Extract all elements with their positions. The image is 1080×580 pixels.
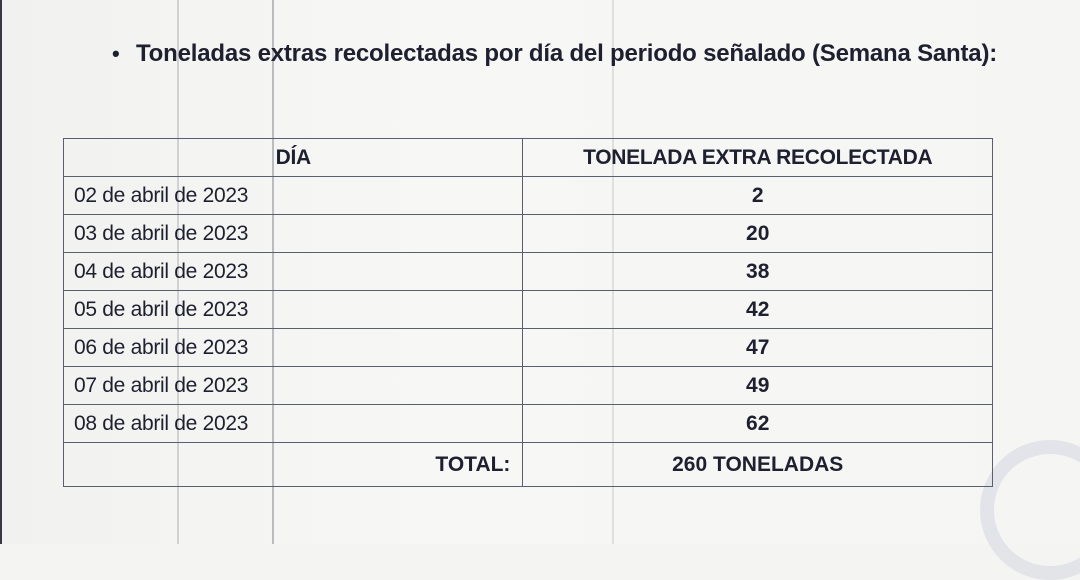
day-cell: 04 de abril de 2023 bbox=[64, 253, 523, 291]
day-cell: 05 de abril de 2023 bbox=[64, 291, 523, 329]
table-row bbox=[64, 215, 993, 253]
tonnage-cell: 62 bbox=[523, 405, 993, 443]
day-cell: 02 de abril de 2023 bbox=[64, 177, 523, 215]
column-header-day: DÍA bbox=[64, 139, 523, 177]
tonnage-cell: 20 bbox=[523, 215, 993, 253]
table-row bbox=[64, 177, 993, 215]
column-header-tonnage: TONELADA EXTRA RECOLECTADA bbox=[523, 139, 993, 177]
page-edge bbox=[0, 0, 2, 544]
tonnage-cell: 42 bbox=[523, 291, 993, 329]
total-label: TOTAL: bbox=[64, 443, 523, 487]
section-heading bbox=[112, 40, 1032, 67]
total-value: 260 TONELADAS bbox=[523, 443, 993, 487]
tonnage-cell: 47 bbox=[523, 329, 993, 367]
tonnage-cell: 38 bbox=[523, 253, 993, 291]
total-row bbox=[64, 443, 993, 487]
table-row bbox=[64, 405, 993, 443]
tonnage-cell: 49 bbox=[523, 367, 993, 405]
table-row bbox=[64, 291, 993, 329]
table-header-row bbox=[64, 139, 993, 177]
day-cell: 06 de abril de 2023 bbox=[64, 329, 523, 367]
heading-text: Toneladas extras recolectadas por día del periodo señalado (Semana Santa): bbox=[136, 40, 998, 67]
tonnage-cell: 2 bbox=[523, 177, 993, 215]
table-row bbox=[64, 329, 993, 367]
bullet-icon: • bbox=[112, 41, 120, 66]
day-cell: 03 de abril de 2023 bbox=[64, 215, 523, 253]
table-row bbox=[64, 253, 993, 291]
tonnage-table bbox=[63, 138, 993, 487]
day-cell: 08 de abril de 2023 bbox=[64, 405, 523, 443]
day-cell: 07 de abril de 2023 bbox=[64, 367, 523, 405]
table-row bbox=[64, 367, 993, 405]
stamp-seal bbox=[980, 440, 1080, 580]
